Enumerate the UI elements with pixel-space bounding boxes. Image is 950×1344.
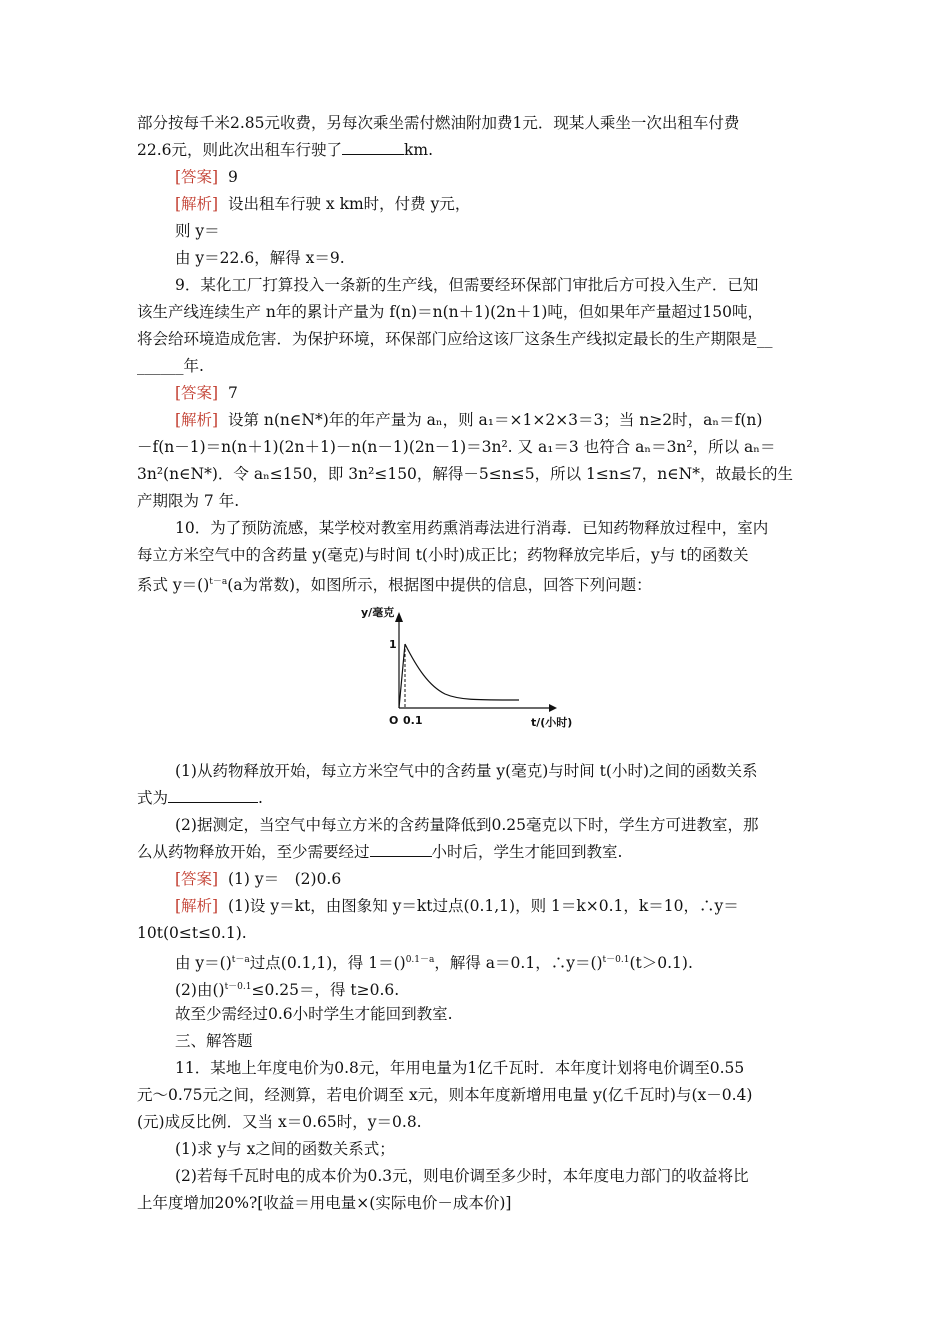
text-line: 将会给环境造成危害．为保护环境，环保部门应给这该厂这条生产线拟定最长的生产期限是__ [137,330,773,348]
text-line: －f(n－1)＝n(n＋1)(2n＋1)－n(n－1)(2n－1)＝3n². 又 a₁＝3 也符合 aₙ＝3n²，所以 aₙ＝ [137,438,776,456]
text-line: 元～0.75元之间，经测算，若电价调至 x元，则本年度新增用电量 y(亿千瓦时)与(x－0.4) [137,1086,753,1104]
text-line: 么从药物释放开始，至少需要经过 小时后，学生才能回到教室. [137,843,623,861]
section-heading: 三、解答题 [175,1032,253,1050]
text-line: (元)成反比例．又当 x＝0.65时，y＝0.8. [137,1113,422,1131]
text-line: (1)求 y与 x之间的函数关系式； [175,1140,395,1158]
answer-line: [答案] 7 [175,384,238,402]
answer-line: [答案] 9 [175,168,238,186]
solution-line: [解析] 设第 n(n∈N*)年的年产量为 aₙ，则 a₁＝×1×2×3＝3；当 n≥2时，aₙ＝f(n) [175,411,763,429]
text-line: (1)从药物释放开始，每立方米空气中的含药量 y(毫克)与时间 t(小时)之间的函数关系 [175,762,758,780]
solution-tag: [解析] [175,195,219,213]
decay-graph-figure [137,600,813,752]
answer-blank [168,787,258,803]
answer-tag: [答案] [175,870,219,888]
text-line: 系式 y＝()$^{t-a}$(a为常数)，如图所示，根据图中提供的信息，回答下列问题： [137,576,652,595]
answer-tag: [答案] [175,168,219,186]
solution-tag: [解析] [175,897,219,915]
text-line: 该生产线连续生产 n年的累计产量为 f(n)＝n(n＋1)(2n＋1)吨，但如果年产量超过150吨， [137,303,763,321]
answer-line: [答案] (1) y＝ (2)0.6 [175,870,342,888]
text-line: (2)由()$^{t-0.1}$≤0.25＝，得 t≥0.6. [175,981,400,1000]
decay-curve [405,644,519,700]
text-line: 产期限为 7 年. [137,492,240,510]
text-line: 22.6元，则此次出租车行驶了 km. [137,141,434,159]
question-10: 10．为了预防流感，某学校对教室用药熏消毒法进行消毒．已知药物释放过程中，室内 [175,519,769,537]
document-body [137,110,813,1217]
y-axis-arrow-icon [395,612,403,622]
text-line: 每立方米空气中的含药量 y(毫克)与时间 t(小时)成正比；药物释放完毕后，y与 t的函数关 [137,546,749,564]
answer-blank [370,841,432,857]
text-line: ______年. [137,357,204,375]
solution-line: [解析] 设出租车行驶 x km时，付费 y元， [175,195,471,213]
text-line: 部分按每千米2.85元收费，另每次乘坐需付燃油附加费1元．现某人乘坐一次出租车付费 [137,114,740,132]
answer-tag: [答案] [175,384,219,402]
question-9: 9．某化工厂打算投入一条新的生产线，但需要经环保部门审批后方可投入生产．已知 [175,276,759,294]
text-line: 由 y＝()$^{t-a}$过点(0.1,1)，得 1＝()$^{0.1-a}$，解得 a＝0.1，∴y＝()$^{t-0.1}$(t＞0.1). [175,954,693,973]
text-line: 式为 . [137,789,263,807]
decay-graph [359,600,599,750]
solution-line: [解析] (1)设 y＝kt，由图象知 y＝kt过点(0.1,1)，则 1＝k×0.1，k＝10，∴y＝ [175,897,739,915]
origin-label: O [389,714,399,727]
text-line: (2)若每千瓦时电的成本价为0.3元，则电价调至多少时，本年度电力部门的收益将比 [175,1167,749,1185]
x-axis-label: t/(小时) [531,716,573,729]
y-axis-label: y/毫克 [361,606,395,619]
y-tick-label: 1 [389,638,397,651]
text-line: 上年度增加20%?[收益＝用电量×(实际电价－成本价)] [137,1194,512,1212]
question-11: 11．某地上年度电价为0.8元，年用电量为1亿千瓦时．本年度计划将电价调至0.55 [175,1059,745,1077]
text-line: 故至少需经过0.6小时学生才能回到教室. [175,1005,453,1023]
text-line: 由 y＝22.6，解得 x＝9. [175,249,345,267]
text-line: 3n²(n∈N*)．令 aₙ≤150，即 3n²≤150，解得－5≤n≤5，所以 1≤n≤7，n∈N*，故最长的生 [137,465,793,483]
text-line: 10t(0≤t≤0.1). [137,924,247,942]
solution-tag: [解析] [175,411,219,429]
rise-segment [399,644,405,708]
text-line: 则 y＝ [175,222,220,240]
answer-blank [342,139,404,155]
text-line: (2)据测定，当空气中每立方米的含药量降低到0.25毫克以下时，学生方可进教室，那 [175,816,759,834]
x-axis-arrow-icon [549,704,557,712]
x-tick-label: 0.1 [403,714,423,727]
